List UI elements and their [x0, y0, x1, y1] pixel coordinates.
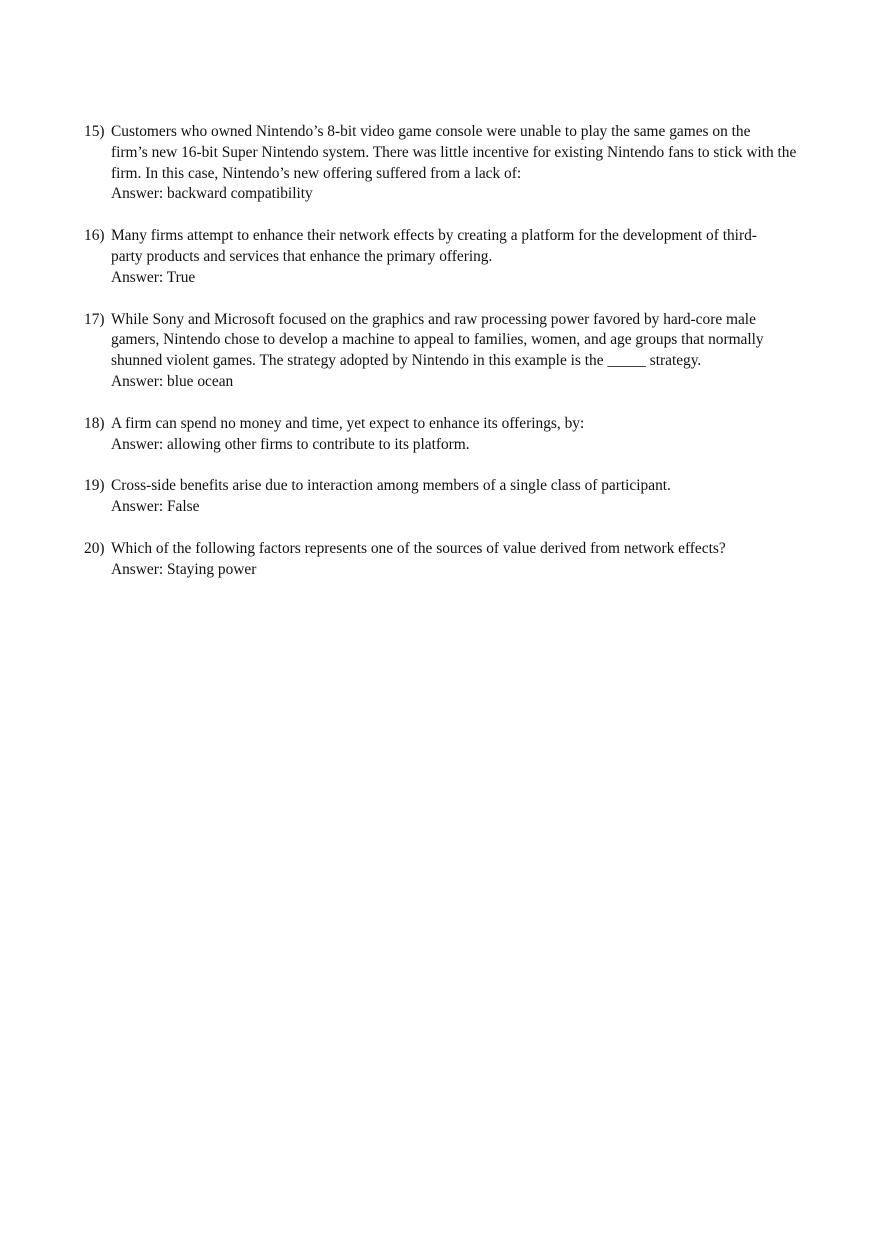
- question-number: 17): [84, 310, 105, 328]
- question-body: [111, 539, 824, 581]
- question-body: [111, 310, 824, 393]
- question-number: 19): [84, 477, 105, 495]
- question-number: 16): [84, 227, 105, 245]
- question-body: [111, 226, 824, 288]
- question-item: [84, 122, 824, 205]
- question-text: Which of the following factors represents one of the sources of value derived from network effects?: [111, 539, 726, 557]
- question-item: [84, 414, 824, 456]
- answer-text: Answer: True: [111, 268, 196, 286]
- question-body: [111, 414, 824, 456]
- answer-text: Answer: False: [111, 498, 200, 516]
- question-number: 15): [84, 123, 105, 140]
- question-text: Customers who owned Nintendo’s 8-bit video game console were unable to play the same games on the firm’s new 16-bit Super Nintendo system. There was little incentive for existing Nintendo fans to stick with the firm. In this case, Nintendo’s new offering suffered from a lack of:: [111, 123, 797, 182]
- question-item: [84, 476, 824, 518]
- question-text: Cross-side benefits arise due to interaction among members of a single class of participant.: [111, 477, 671, 495]
- answer-text: Answer: Staying power: [111, 560, 257, 578]
- question-item: [84, 226, 824, 288]
- question-text: A firm can spend no money and time, yet expect to enhance its offerings, by:: [111, 414, 585, 432]
- answer-text: Answer: blue ocean: [111, 372, 234, 390]
- question-number: 18): [84, 414, 105, 432]
- question-body: [111, 476, 824, 518]
- question-item: [84, 539, 824, 581]
- question-item: [84, 310, 824, 393]
- answer-text: Answer: backward compatibility: [111, 185, 313, 203]
- question-list: [84, 122, 824, 602]
- question-text: Many firms attempt to enhance their network effects by creating a platform for the development of third- party products and services that enhance the primary offering.: [111, 227, 757, 265]
- question-number: 20): [84, 539, 105, 557]
- question-body: [111, 122, 824, 205]
- question-text: While Sony and Microsoft focused on the graphics and raw processing power favored by hard-core male gamers, Nintendo chose to develop a machine to appeal to families, women, and age groups that normally shunned violent games. The strategy adopted by Nintendo in this example is the _____ strategy.: [111, 310, 764, 370]
- answer-text: Answer: allowing other firms to contribute to its platform.: [111, 435, 470, 453]
